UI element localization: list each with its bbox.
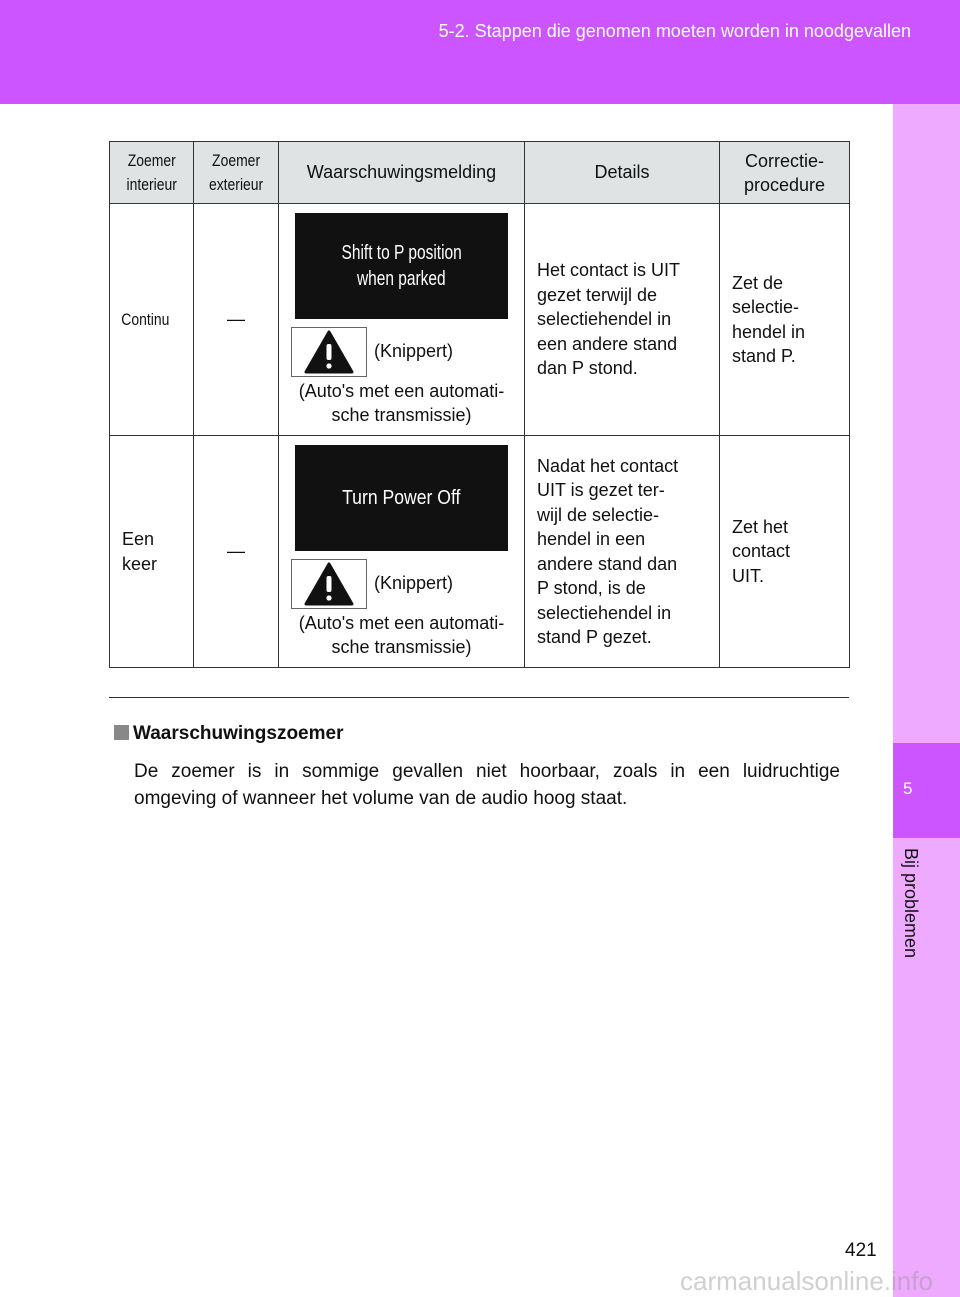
chapter-title: Bij problemen: [901, 848, 921, 959]
sidebar: [893, 104, 960, 1297]
blink-label: (Knippert): [374, 341, 454, 361]
col-header: Zoemer exterieur: [194, 142, 279, 204]
warning-table: [109, 141, 850, 668]
note: (Auto's met een automati- sche transmissie): [298, 612, 505, 657]
col-header: Details: [525, 142, 720, 204]
col-header: Waarschuwingsmelding: [279, 142, 525, 204]
message-cell: [279, 436, 525, 668]
correction-cell: Zet de selectie- hendel in stand P.: [720, 204, 850, 436]
table-row: [110, 204, 850, 436]
details-cell: Het contact is UIT gezet terwijl de selectiehendel in een andere stand dan P stond.: [525, 204, 720, 436]
display-message: Shift to P position when parked: [295, 213, 508, 319]
exterior-cell: —: [194, 204, 279, 436]
header-title: 5-2. Stappen die genomen moeten worden in noodgevallen: [438, 21, 911, 41]
blink-label: (Knippert): [374, 573, 454, 593]
col-header: Zoemer interieur: [110, 142, 194, 204]
message-cell: [279, 204, 525, 436]
section-text: De zoemer is in sommige gevallen niet hoorbaar, zoals in een luidruchtige omgeving of wanneer het volume van de audio hoog staat.: [134, 761, 840, 809]
interior-cell: Continu: [110, 204, 194, 436]
details-cell: Nadat het contact UIT is gezet ter- wijl de selectie- hendel in een andere stand dan P stond, is de selectiehendel in stand P gezet.: [525, 436, 720, 668]
square-bullet-icon: [114, 725, 129, 740]
divider: [109, 697, 849, 698]
section-title: Waarschuwingszoemer: [114, 723, 343, 745]
chapter-tab: [893, 743, 960, 838]
col-header: Correctie- procedure: [720, 142, 850, 204]
note: (Auto's met een automati- sche transmissie): [298, 380, 505, 425]
correction-cell: Zet het contact UIT.: [720, 436, 850, 668]
display-message: Turn Power Off: [295, 445, 508, 551]
warning-triangle-icon: [291, 559, 367, 609]
chapter-number: 5: [903, 779, 913, 798]
table-row: [110, 436, 850, 668]
warning-triangle-icon: [291, 327, 367, 377]
interior-cell: Een keer: [110, 436, 194, 668]
page-number: 421: [845, 1240, 877, 1261]
table-header-row: [110, 142, 850, 204]
page-header: [0, 0, 960, 104]
exterior-cell: —: [194, 436, 279, 668]
watermark: carmanualsonline.info: [680, 1266, 933, 1296]
